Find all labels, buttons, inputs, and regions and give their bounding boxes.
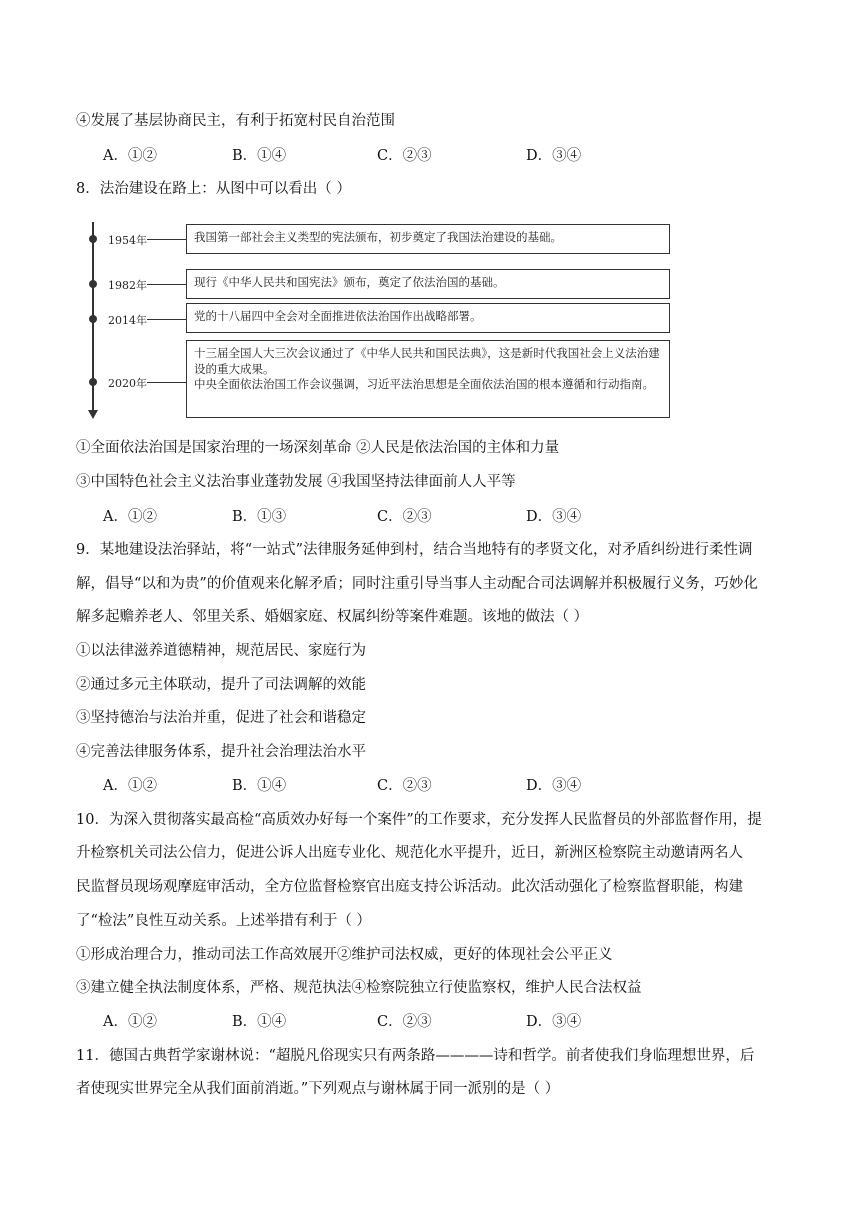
q9-option-a: A．①② — [103, 778, 157, 794]
q11-stem: 11．德国古典哲学家谢林说：“超脱凡俗现实只有两条路————诗和哲学。前者使我们身临理想世界，后 — [76, 1048, 755, 1064]
q9-stem: 9．某地建设法治驿站，将“一站式”法律服务延伸到村，结合当地特有的孝贤文化，对矛盾纠纷进行柔性调 — [76, 542, 753, 558]
q8-option-b: B．①③ — [232, 509, 287, 525]
timeline-event: 十三届全国人大三次会议通过了《中华人民共和国民法典》，这是新时代我国社会上义法治建设的重大成果。 中央全面依法治国工作会议强调，习近平法治思想是全面依法治国的根本遵循和行动指南。 — [186, 340, 670, 418]
q9-stem-cont: 解多起赡养老人、邻里关系、婚姻家庭、权属纠纷等案件难题。该地的做法（ ） — [76, 609, 589, 625]
q11-stem-cont: 者使现实世界完全从我们面前消逝。”下列观点与谢林属于同一派别的是（ ） — [76, 1081, 560, 1097]
timeline-dot — [89, 280, 97, 288]
q7-option-c: C．②③ — [377, 148, 432, 164]
timeline-event: 现行《中华人民共和国宪法》颁布，奠定了依法治国的基础。 — [186, 269, 670, 299]
q10-statements-1: ①形成治理合力，推动司法工作高效展开②维护司法权威，更好的体现社会公平正义 — [76, 947, 613, 963]
q10-stem-cont: 升检察机关司法公信力，促进公诉人出庭专业化、规范化水平提升，近日，新洲区检察院主动邀请两名人 — [76, 845, 743, 861]
q10-option-b: B．①④ — [232, 1014, 287, 1030]
q9-statement-1: ①以法律滋养道德精神，规范居民、家庭行为 — [76, 643, 366, 659]
q7-option-d: D．③④ — [526, 148, 582, 164]
q10-stem: 10．为深入贯彻落实最高检“高质效办好每一个案件”的工作要求，充分发挥人民监督员的外部监督作用，提 — [76, 812, 762, 828]
timeline-connector — [147, 284, 186, 285]
q9-option-c: C．②③ — [377, 778, 432, 794]
timeline-connector — [147, 239, 186, 240]
timeline-dot — [89, 235, 97, 243]
q9-option-d: D．③④ — [526, 778, 582, 794]
q9-statement-3: ③坚持德治与法治并重，促进了社会和谐稳定 — [76, 710, 366, 726]
timeline-event: 党的十八届四中全会对全面推进依法治国作出战略部署。 — [186, 303, 670, 333]
q10-stem-cont: 民监督员现场观摩庭审活动，全方位监督检察官出庭支持公诉活动。此次活动强化了检察监督职能，构建 — [76, 879, 743, 895]
timeline-year: 2020年 — [108, 377, 147, 390]
q9-statement-2: ②通过多元主体联动，提升了司法调解的效能 — [76, 677, 366, 693]
q10-option-a: A．①② — [103, 1014, 157, 1030]
arrow-down-icon — [88, 410, 98, 419]
q10-option-d: D．③④ — [526, 1014, 582, 1030]
q7-option-a: A．①② — [103, 148, 157, 164]
timeline-year: 1954年 — [108, 234, 147, 247]
q8-option-a: A．①② — [103, 509, 157, 525]
q8-stem: 8．法治建设在路上：从图中可以看出（ ） — [76, 181, 351, 197]
q7-statement-4: ④发展了基层协商民主，有利于拓宽村民自治范围 — [76, 113, 395, 129]
q9-option-b: B．①④ — [232, 778, 287, 794]
timeline-connector — [147, 382, 186, 383]
timeline-connector — [147, 319, 186, 320]
q8-statements-2: ③中国特色社会主义法治事业蓬勃发展 ④我国坚持法律面前人人平等 — [76, 474, 516, 490]
timeline-dot — [89, 315, 97, 323]
q10-statements-2: ③建立健全执法制度体系，严格、规范执法④检察院独立行使监察权，维护人民合法权益 — [76, 980, 642, 996]
timeline-event: 我国第一部社会主义类型的宪法颁布，初步奠定了我国法治建设的基础。 — [186, 224, 670, 254]
q10-option-c: C．②③ — [377, 1014, 432, 1030]
q9-stem-cont: 解，倡导“以和为贵”的价值观来化解矛盾；同时注重引导当事人主动配合司法调解并积极履行义务，巧妙化 — [76, 576, 758, 592]
timeline-dot — [89, 378, 97, 386]
q9-statement-4: ④完善法律服务体系，提升社会治理法治水平 — [76, 744, 366, 760]
q8-statements-1: ①全面依法治国是国家治理的一场深刻革命 ②人民是依法治国的主体和力量 — [76, 440, 560, 456]
timeline-year: 1982年 — [108, 279, 147, 292]
q8-option-d: D．③④ — [526, 509, 582, 525]
q8-option-c: C．②③ — [377, 509, 432, 525]
timeline-year: 2014年 — [108, 314, 147, 327]
q7-option-b: B．①④ — [232, 148, 287, 164]
rule-of-law-timeline — [84, 214, 684, 424]
q10-stem-cont: 了“检法”良性互动关系。上述举措有利于（ ） — [76, 913, 371, 929]
